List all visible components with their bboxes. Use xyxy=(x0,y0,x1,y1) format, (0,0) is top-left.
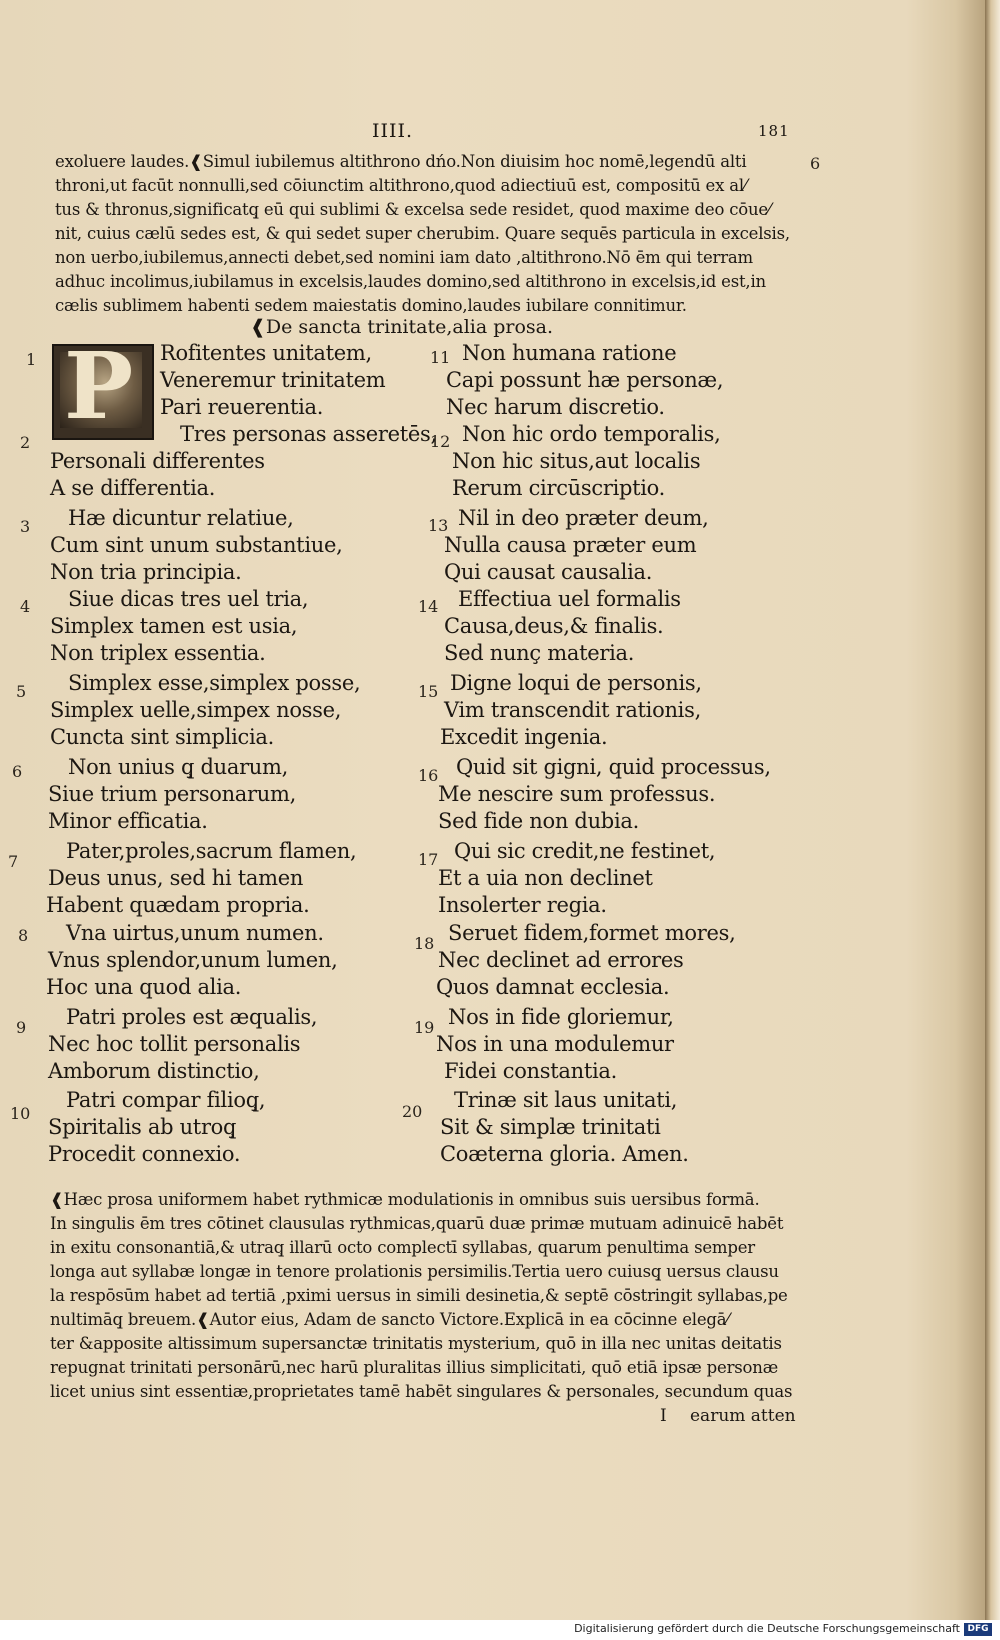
page-edge xyxy=(985,0,1000,1620)
verse-line: Effectiua uel formalis xyxy=(458,587,681,611)
stanza-number: 18 xyxy=(414,934,435,953)
verse-line: Siue trium personarum, xyxy=(48,782,296,806)
verse-line: Vnus splendor,unum lumen, xyxy=(48,948,338,972)
verse-line: A se differentia. xyxy=(50,476,216,500)
verse-line: Siue dicas tres uel tria, xyxy=(68,587,309,611)
verse-line: Vim transcendit rationis, xyxy=(444,698,701,722)
catchword: earum atten xyxy=(690,1406,796,1426)
stanza-number: 19 xyxy=(414,1018,435,1037)
stanza-number: 15 xyxy=(418,682,439,701)
stanza-number: 5 xyxy=(16,682,27,701)
verse-line: Qui sic credit,ne festinet, xyxy=(454,839,716,863)
stanza-number: 3 xyxy=(20,517,31,536)
verse-line: Procedit connexio. xyxy=(48,1142,241,1166)
verse-line: Fidei constantia. xyxy=(444,1059,617,1083)
folio-title: IIII. xyxy=(372,120,414,142)
verse-line: Pari reuerentia. xyxy=(160,395,324,419)
verse-line: Cum sint unum substantiue, xyxy=(50,533,343,557)
verse-line: Non triplex essentia. xyxy=(50,641,266,665)
verse-line: Nulla causa præter eum xyxy=(444,533,697,557)
verse-line: Simplex tamen est usia, xyxy=(50,614,298,638)
verse-line: Sed nunç materia. xyxy=(444,641,635,665)
verse-line: Veneremur trinitatem xyxy=(160,368,386,392)
commentary-line: la respōsūm habet ad tertiā ,pximi uersus in simili desinetia,& septē cōstringit syllabas,pe xyxy=(50,1286,788,1305)
verse-line: Non unius q̧ duarum, xyxy=(68,755,289,779)
verse-line: Nec harum discretio. xyxy=(446,395,665,419)
verse-line: Trinæ sit laus unitati, xyxy=(454,1088,678,1112)
commentary-line: ter &apposite altissimum supersanctæ trinitatis mysterium, quō in illa nec unitas deitatis xyxy=(50,1334,782,1353)
verse-line: Non tria principia. xyxy=(50,560,242,584)
verse-line: Tres personas asseretēs, xyxy=(180,422,437,446)
commentary-line: cælis sublimem habenti sedem maiestatis domino,laudes iubilare connitimur. xyxy=(55,296,687,315)
commentary-line: licet unius sint essentiæ,proprietates tamē habēt singulares & personales, secundum quas xyxy=(50,1382,793,1401)
commentary-line: throni,ut facūt nonnulli,sed cōiunctim altithrono,quod adiectiuū est, compositū ex al⁄ xyxy=(55,176,747,195)
verse-line: Nec declinet ad errores xyxy=(438,948,684,972)
verse-line: Digne loqui de personis, xyxy=(450,671,702,695)
stanza-number: 11 xyxy=(430,348,451,367)
verse-line: Sed fide non dubia. xyxy=(438,809,639,833)
verse-line: Vna uirtus,unum numen. xyxy=(66,921,324,945)
commentary-line: tus & thronus,significatq̧ eū qui sublimi & excelsa sede residet, quod maxime deo cōue⁄ xyxy=(55,200,771,219)
verse-line: Non humana ratione xyxy=(462,341,677,365)
verse-line: Pater,proles,sacrum flamen, xyxy=(66,839,357,863)
verse-line: Patri proles est æqualis, xyxy=(66,1005,318,1029)
verse-line: Deus unus, sed hi tamen xyxy=(48,866,304,890)
commentary-line: nultimāq̧ breuem.❰Autor eius, Adam de sancto Victore.Explicā in ea cōcinne elegā⁄ xyxy=(50,1310,729,1329)
stanza-number: 6 xyxy=(12,762,23,781)
verse-line: Nos in fide gloriemur, xyxy=(448,1005,674,1029)
verse-line: Habent quædam propria. xyxy=(46,893,310,917)
verse-line: Minor efficatia. xyxy=(48,809,208,833)
stanza-number: 17 xyxy=(418,850,439,869)
stanza-number: 4 xyxy=(20,597,31,616)
verse-line: Spiritalis ab utroq̧ xyxy=(48,1115,237,1139)
stanza-number: 8 xyxy=(18,926,29,945)
commentary-line: longa aut syllabæ longæ in tenore prolationis persimilis.Tertia uero cuiusq̧ uersus clausu xyxy=(50,1262,779,1281)
commentary-line: In singulis ēm tres cōtinet clausulas rythmicas,quarū duæ primæ mutuam adinuicē habēt xyxy=(50,1214,784,1233)
footer-credit: Digitalisierung gefördert durch die Deutsche Forschungsgemeinschaft xyxy=(574,1622,960,1635)
margin-number: 6 xyxy=(810,154,821,173)
decorated-initial xyxy=(52,332,154,440)
commentary-line: exoluere laudes.❰Simul iubilemus altithrono dńo.Non diuisim hoc nomē,legendū alti xyxy=(55,152,747,171)
verse-line: Coæterna gloria. Amen. xyxy=(440,1142,689,1166)
verse-line: Causa,deus,& finalis. xyxy=(444,614,664,638)
verse-line: Nil in deo præter deum, xyxy=(458,506,709,530)
verse-line: Insolerter regia. xyxy=(438,893,607,917)
commentary-line: ❰Hæc prosa uniformem habet rythmicæ modulationis in omnibus suis uersibus formā. xyxy=(50,1190,760,1209)
stanza-number: 13 xyxy=(428,516,449,535)
verse-line: Capi possunt hæ personæ, xyxy=(446,368,724,392)
commentary-line: non uerbo,iubilemus,annecti debet,sed nomini iam dato ,altithrono.Nō ēm qui terram xyxy=(55,248,753,267)
verse-line: Excedit ingenia. xyxy=(440,725,608,749)
verse-line: Hæ dicuntur relatiue, xyxy=(68,506,294,530)
verse-line: Sit & simplæ trinitati xyxy=(440,1115,661,1139)
stanza-number: 1 xyxy=(26,350,37,369)
stanza-number: 12 xyxy=(430,432,451,451)
verse-line: Patri compar filioq̧, xyxy=(66,1088,266,1112)
commentary-line: in exitu consonantiā,& utraq̧ illarū octo complectī syllabas, quarum penultima semper xyxy=(50,1238,755,1257)
stanza-number: 16 xyxy=(418,766,439,785)
verse-line: Nos in una modulemur xyxy=(436,1032,674,1056)
folio-number: 181 xyxy=(758,122,790,140)
stanza-number: 20 xyxy=(402,1102,423,1121)
verse-line: Nec hoc tollit personalis xyxy=(48,1032,301,1056)
stanza-number: 14 xyxy=(418,597,439,616)
commentary-line: nit, cuius cælū sedes est, & qui sedet super cherubim. Quare sequēs particula in excelsis, xyxy=(55,224,790,243)
verse-line: Et a uia non declinet xyxy=(438,866,653,890)
dfg-logo-icon: DFG xyxy=(964,1623,992,1636)
stanza-number: 2 xyxy=(20,433,31,452)
verse-line: Amborum distinctio, xyxy=(48,1059,260,1083)
verse-line: Rerum circūscriptio. xyxy=(452,476,666,500)
verse-line: Cuncta sint simplicia. xyxy=(50,725,275,749)
verse-line: Quos damnat ecclesia. xyxy=(436,975,670,999)
commentary-line: repugnat trinitati personārū,nec harū pluralitas illius simplicitati, quō etiā ipsæ personæ xyxy=(50,1358,778,1377)
initial-letter: P xyxy=(64,332,134,440)
verse-line: Simplex esse,simplex posse, xyxy=(68,671,361,695)
verse-line: Personali differentes xyxy=(50,449,265,473)
stanza-number: 9 xyxy=(16,1018,27,1037)
verse-line: Quid sit gigni, quid processus, xyxy=(456,755,771,779)
signature-mark: I xyxy=(660,1406,667,1426)
verse-line: Seruet fidem,formet mores, xyxy=(448,921,736,945)
verse-line: Hoc una quod alia. xyxy=(46,975,242,999)
verse-line: Simplex uelle,simpex nosse, xyxy=(50,698,342,722)
stanza-number: 10 xyxy=(10,1104,31,1123)
verse-line: Qui causat causalia. xyxy=(444,560,653,584)
commentary-line: adhuc incolimus,iubilamus in excelsis,laudes domino,sed altithrono in excelsis,id est,in xyxy=(55,272,766,291)
verse-line: Non hic ordo temporalis, xyxy=(462,422,721,446)
verse-line: Rofitentes unitatem, xyxy=(160,341,372,365)
section-title: ❰De sancta trinitate,alia prosa. xyxy=(250,316,554,338)
stanza-number: 7 xyxy=(8,852,19,871)
verse-line: Non hic situs,aut localis xyxy=(452,449,701,473)
verse-line: Me nescire sum professus. xyxy=(438,782,716,806)
